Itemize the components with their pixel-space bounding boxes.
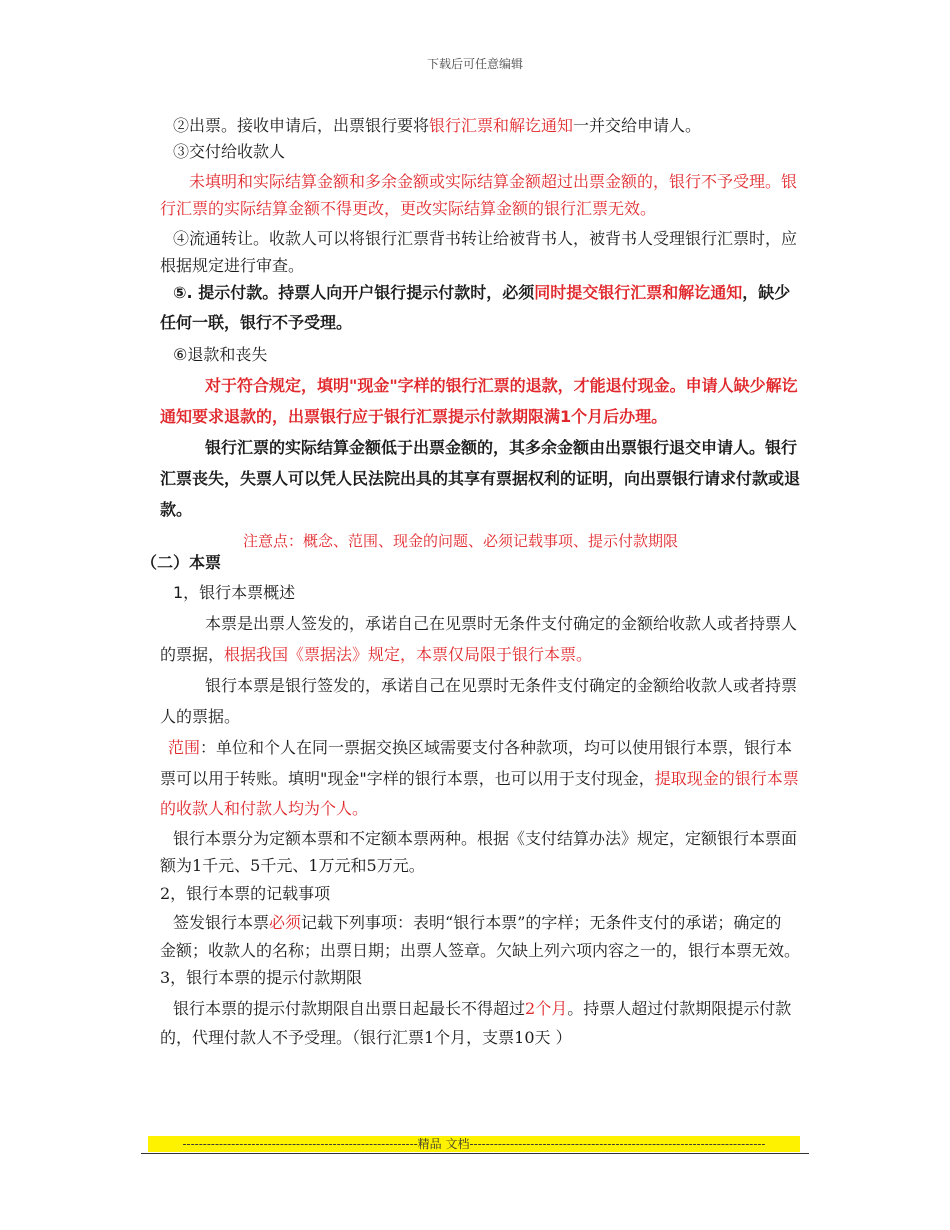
paragraph-surplus-line-2: 汇票丧失，失票人可以凭人民法院出具的其享有票据权利的证明，向出票银行请求付款或退 xyxy=(160,469,801,488)
paragraph-surplus-line-1: 银行汇票的实际结算金额低于出票金额的，其多余金额由出票银行退交申请人。银行 xyxy=(205,438,798,457)
paragraph-required-line-1 xyxy=(173,913,781,933)
paragraph-types-line-1: 银行本票分为定额本票和不定额本票两种。根据《支付结算办法》规定，定额银行本票面 xyxy=(173,829,798,848)
highlighted-text: 2个月 xyxy=(525,999,568,1018)
paragraph-surplus-line-3: 款。 xyxy=(160,500,193,519)
highlighted-text: 范围 xyxy=(168,738,201,757)
paragraph-required-line-2: 金额；收款人的名称；出票日期；出票人签章。欠缺上列六项内容之一的，银行本票无效。 xyxy=(160,941,801,960)
paragraph-period-line-2: 的，代理付款人不予受理。（银行汇票1个月，支票10天 ） xyxy=(160,1028,572,1047)
paragraph-issue-draft xyxy=(173,116,701,136)
section-heading-promissory-note: （二）本票 xyxy=(141,553,222,572)
paragraph-bank-note-line-1: 银行本票是银行签发的，承诺自己在见票时无条件支付确定的金额给收款人或者持票 xyxy=(205,676,798,695)
text-segment: 。持票人超过付款期限提示付款 xyxy=(567,999,792,1018)
paragraph-red-rule-line-2: 行汇票的实际结算金额不得更改，更改实际结算金额的银行汇票无效。 xyxy=(160,199,657,218)
page-footer: ----------------------------------------------------------精品 文档------------------------------------------------------------------------- xyxy=(148,1136,800,1152)
paragraph-bank-note-line-2: 人的票据。 xyxy=(160,707,241,726)
note-key-points: 注意点：概念、范围、现金的问题、必须记载事项、提示付款期限 xyxy=(243,532,679,550)
text-segment: 银行本票的提示付款期限自出票日起最长不得超过 xyxy=(173,999,526,1018)
text-segment: 票可以用于转账。填明"现金"字样的银行本票，也可以用于支付现金， xyxy=(160,769,655,788)
subheading-overview: 1，银行本票概述 xyxy=(173,583,296,602)
paragraph-scope-line-2 xyxy=(160,769,799,789)
paragraph-red-rule-line-1: 未填明和实际结算金额和多余金额或实际结算金额超过出票金额的，银行不予受理。银 xyxy=(189,172,798,191)
paragraph-transfer-line-1: ④流通转让。收款人可以将银行汇票背书转让给被背书人，被背书人受理银行汇票时，应 xyxy=(173,229,798,248)
heading-deliver-to-payee: ③交付给收款人 xyxy=(173,142,286,161)
text-segment: 签发银行本票 xyxy=(173,913,270,932)
heading-refund-and-loss: ⑥退款和丧失 xyxy=(173,345,268,364)
footer-rule xyxy=(141,1153,809,1154)
page-header: 下载后可任意编辑 xyxy=(426,57,523,71)
highlighted-text: 根据我国《票据法》规定，本票仅局限于银行本票。 xyxy=(224,645,593,664)
paragraph-transfer-line-2: 根据规定进行审查。 xyxy=(160,256,305,275)
highlighted-text: 银行汇票和解讫通知 xyxy=(429,116,574,135)
text-segment: ②出票。接收申请后，出票银行要将 xyxy=(173,116,430,135)
highlighted-text: 必须 xyxy=(269,913,302,932)
highlighted-text: 提取现金的银行本票 xyxy=(654,769,799,788)
paragraph-note-definition-line-2 xyxy=(160,645,592,665)
paragraph-refund-line-2: 通知要求退款的，出票银行应于银行汇票提示付款期限满1个月后办理。 xyxy=(160,407,668,426)
text-segment: 的票据， xyxy=(160,645,225,664)
text-segment: ：单位和个人在同一票据交换区域需要支付各种款项，均可以使用银行本票，银行本 xyxy=(200,738,793,757)
paragraph-types-line-2: 额为1千元、5千元、1万元和5万元。 xyxy=(160,856,425,875)
text-segment: ⑤. 提示付款。持票人向开户银行提示付款时，必须 xyxy=(173,283,535,302)
paragraph-period-line-1 xyxy=(173,999,791,1019)
subheading-required-items: 2，银行本票的记载事项 xyxy=(160,884,331,903)
paragraph-scope-line-1 xyxy=(168,738,792,758)
text-segment: 一并交给申请人。 xyxy=(573,116,702,135)
highlighted-text: 同时提交银行汇票和解讫通知 xyxy=(534,283,743,302)
paragraph-note-definition-line-1: 本票是出票人签发的，承诺自己在见票时无条件支付确定的金额给收款人或者持票人 xyxy=(205,614,798,633)
paragraph-presentment-line-1 xyxy=(173,283,790,303)
paragraph-refund-line-1: 对于符合规定，填明"现金"字样的银行汇票的退款，才能退付现金。申请人缺少解讫 xyxy=(205,376,798,395)
paragraph-scope-line-3: 的收款人和付款人均为个人。 xyxy=(160,799,369,818)
text-segment: ，缺少 xyxy=(742,283,791,302)
subheading-presentment-period: 3，银行本票的提示付款期限 xyxy=(160,968,363,987)
paragraph-presentment-line-2: 任何一联，银行不予受理。 xyxy=(160,313,353,332)
text-segment: 记载下列事项：表明“银行本票”的字样；无条件支付的承诺；确定的 xyxy=(301,913,782,932)
